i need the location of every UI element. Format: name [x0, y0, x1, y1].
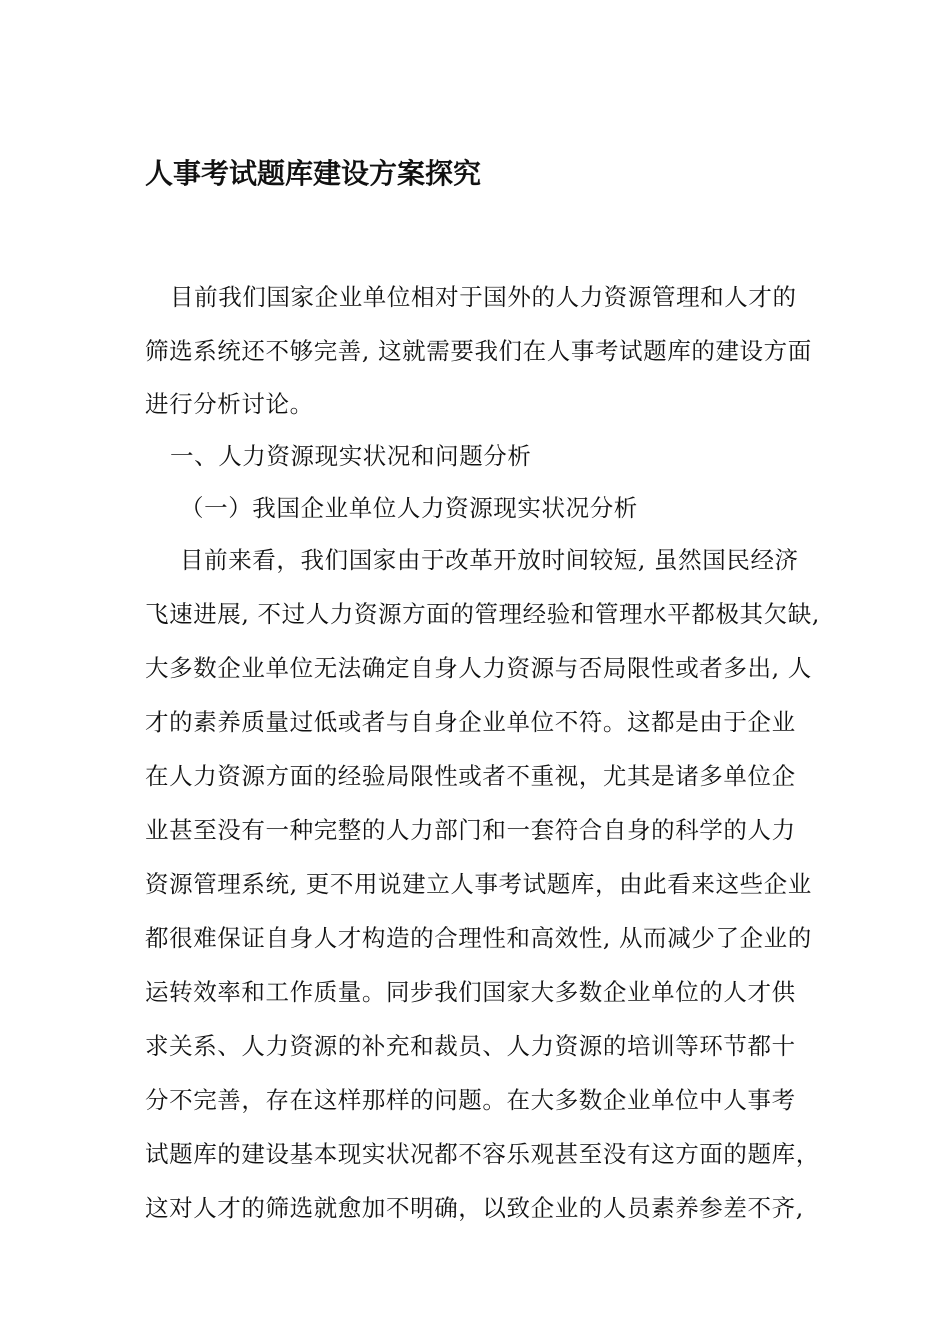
paragraph-line: 资源管理系统, 更不用说建立人事考试题库，由此看来这些企业 [145, 870, 812, 898]
paragraph-line: 求关系、人力资源的补充和裁员、人力资源的培训等环节都十 [145, 1032, 796, 1060]
paragraph-line: 目前来看，我们国家由于改革开放时间较短, 虽然国民经济 [180, 546, 799, 574]
section-heading: 一、人力资源现实状况和问题分析 [170, 442, 532, 470]
paragraph-line: 飞速进展, 不过人力资源方面的管理经验和管理水平都极其欠缺, [145, 600, 820, 628]
document-title: 人事考试题库建设方案探究 [145, 157, 482, 190]
paragraph-line: 大多数企业单位无法确定自身人力资源与否局限性或者多出, 人 [145, 654, 812, 682]
paragraph-line: 才的素养质量过低或者与自身企业单位不符。这都是由于企业 [145, 708, 796, 736]
paragraph-line: 业甚至没有一种完整的人力部门和一套符合自身的科学的人力 [145, 816, 796, 844]
paragraph-line: 筛选系统还不够完善, 这就需要我们在人事考试题库的建设方面 [145, 337, 812, 365]
paragraph-line: 这对人才的筛选就愈加不明确，以致企业的人员素养参差不齐, [145, 1194, 804, 1222]
subsection-heading: （一）我国企业单位人力资源现实状况分析 [180, 494, 638, 522]
paragraph-line: 目前我们国家企业单位相对于国外的人力资源管理和人才的 [170, 283, 797, 311]
paragraph-line: 进行分析讨论。 [145, 390, 314, 418]
paragraph-line: 都很难保证自身人才构造的合理性和高效性, 从而减少了企业的 [145, 924, 812, 952]
paragraph-line: 试题库的建设基本现实状况都不容乐观甚至没有这方面的题库， [145, 1140, 820, 1168]
paragraph-line: 分不完善，存在这样那样的问题。在大多数企业单位中人事考 [145, 1086, 796, 1114]
paragraph-line: 运转效率和工作质量。同步我们国家大多数企业单位的人才供 [145, 978, 796, 1006]
paragraph-line: 在人力资源方面的经验局限性或者不重视，尤其是诸多单位企 [145, 762, 796, 790]
